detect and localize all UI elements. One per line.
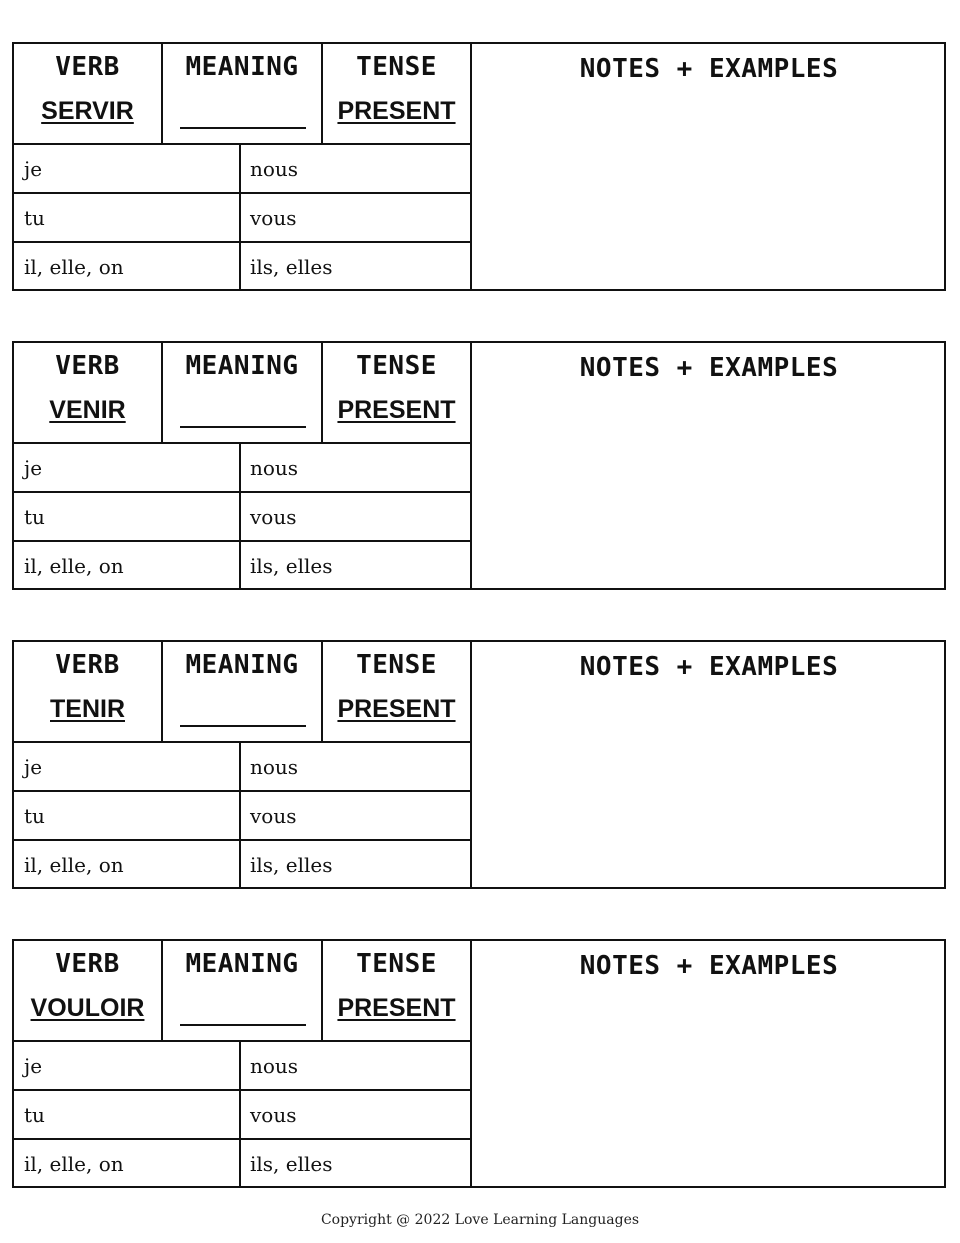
pronoun-ils-elles[interactable]: ils, elles bbox=[250, 554, 333, 578]
pronoun-il-elle-on[interactable]: il, elle, on bbox=[24, 1152, 124, 1176]
pronoun-tu[interactable]: tu bbox=[24, 206, 45, 230]
tense-label: TENSE bbox=[356, 949, 437, 979]
pronoun-il-elle-on[interactable]: il, elle, on bbox=[24, 554, 124, 578]
meaning-cell[interactable] bbox=[163, 343, 321, 442]
notes-title: NOTES + EXAMPLES bbox=[579, 951, 839, 981]
copyright-footer: Copyright @ 2022 Love Learning Languages bbox=[320, 1212, 640, 1228]
verb-value: VOULOIR bbox=[30, 994, 145, 1022]
pronoun-vous[interactable]: vous bbox=[250, 505, 297, 529]
pronoun-nous[interactable]: nous bbox=[250, 456, 299, 480]
pronoun-ils-elles[interactable]: ils, elles bbox=[250, 1152, 333, 1176]
verb-card bbox=[12, 939, 946, 1188]
pronoun-il-elle-on[interactable]: il, elle, on bbox=[24, 255, 124, 279]
meaning-blank-line bbox=[180, 725, 306, 727]
meaning-label: MEANING bbox=[185, 52, 299, 82]
verb-cell bbox=[14, 343, 161, 442]
meaning-cell[interactable] bbox=[163, 642, 321, 741]
meaning-label: MEANING bbox=[185, 351, 299, 381]
verb-cell bbox=[14, 941, 161, 1040]
pronoun-ils-elles[interactable]: ils, elles bbox=[250, 853, 333, 877]
notes-title: NOTES + EXAMPLES bbox=[579, 54, 839, 84]
notes-area[interactable] bbox=[472, 682, 944, 887]
meaning-label: MEANING bbox=[185, 949, 299, 979]
pronoun-je[interactable]: je bbox=[24, 157, 43, 181]
pronoun-nous[interactable]: nous bbox=[250, 755, 299, 779]
verb-label: VERB bbox=[55, 650, 120, 680]
pronoun-tu[interactable]: tu bbox=[24, 1103, 45, 1127]
meaning-blank-line bbox=[180, 426, 306, 428]
tense-cell bbox=[323, 44, 470, 143]
pronoun-tu[interactable]: tu bbox=[24, 804, 45, 828]
pronoun-je[interactable]: je bbox=[24, 1054, 43, 1078]
verb-value: SERVIR bbox=[41, 97, 134, 125]
tense-label: TENSE bbox=[356, 351, 437, 381]
pronoun-vous[interactable]: vous bbox=[250, 804, 297, 828]
verb-cell bbox=[14, 642, 161, 741]
verb-card bbox=[12, 341, 946, 590]
pronoun-vous[interactable]: vous bbox=[250, 206, 297, 230]
meaning-cell[interactable] bbox=[163, 941, 321, 1040]
tense-value: PRESENT bbox=[337, 97, 456, 125]
tense-label: TENSE bbox=[356, 52, 437, 82]
notes-area[interactable] bbox=[472, 383, 944, 588]
notes-title: NOTES + EXAMPLES bbox=[579, 353, 839, 383]
tense-cell bbox=[323, 642, 470, 741]
pronoun-je[interactable]: je bbox=[24, 456, 43, 480]
meaning-label: MEANING bbox=[185, 650, 299, 680]
verb-card bbox=[12, 42, 946, 291]
pronoun-vous[interactable]: vous bbox=[250, 1103, 297, 1127]
verb-value: VENIR bbox=[49, 396, 126, 424]
pronoun-il-elle-on[interactable]: il, elle, on bbox=[24, 853, 124, 877]
pronoun-je[interactable]: je bbox=[24, 755, 43, 779]
verb-value: TENIR bbox=[50, 695, 125, 723]
tense-value: PRESENT bbox=[337, 695, 456, 723]
meaning-blank-line bbox=[180, 1024, 306, 1026]
verb-label: VERB bbox=[55, 949, 120, 979]
verb-card bbox=[12, 640, 946, 889]
pronoun-nous[interactable]: nous bbox=[250, 157, 299, 181]
verb-label: VERB bbox=[55, 351, 120, 381]
pronoun-ils-elles[interactable]: ils, elles bbox=[250, 255, 333, 279]
tense-label: TENSE bbox=[356, 650, 437, 680]
meaning-blank-line bbox=[180, 127, 306, 129]
meaning-cell[interactable] bbox=[163, 44, 321, 143]
verb-label: VERB bbox=[55, 52, 120, 82]
notes-title: NOTES + EXAMPLES bbox=[579, 652, 839, 682]
notes-area[interactable] bbox=[472, 84, 944, 289]
tense-cell bbox=[323, 941, 470, 1040]
notes-area[interactable] bbox=[472, 981, 944, 1186]
pronoun-nous[interactable]: nous bbox=[250, 1054, 299, 1078]
verb-cell bbox=[14, 44, 161, 143]
pronoun-tu[interactable]: tu bbox=[24, 505, 45, 529]
tense-cell bbox=[323, 343, 470, 442]
tense-value: PRESENT bbox=[337, 994, 456, 1022]
tense-value: PRESENT bbox=[337, 396, 456, 424]
